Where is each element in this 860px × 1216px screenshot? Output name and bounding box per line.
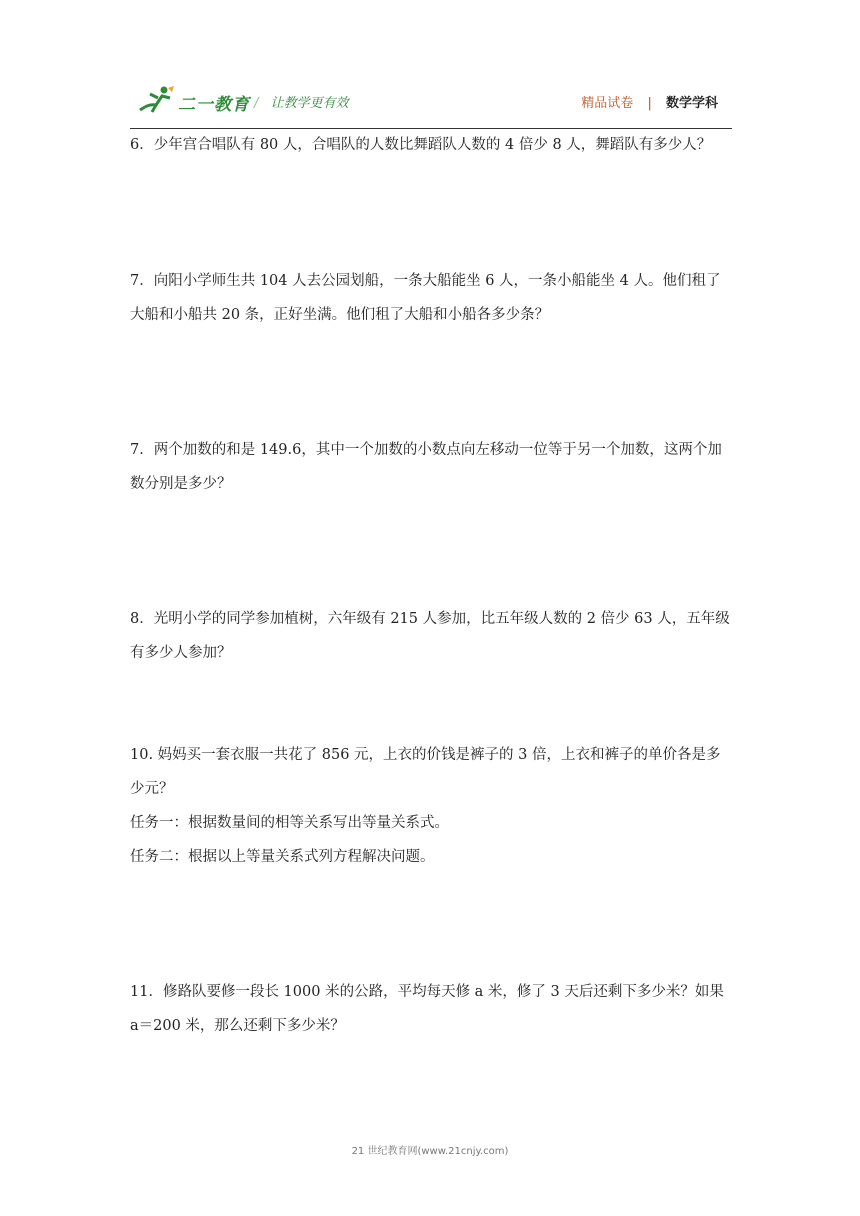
question-line: 7．两个加数的和是 149.6，其中一个加数的小数点向左移动一位等于另一个加数，这两个加: [130, 442, 722, 458]
running-figure-icon: [136, 84, 176, 116]
question-line: 少元？: [130, 781, 174, 797]
question-7b: [130, 433, 732, 501]
question-line: 数分别是多少？: [130, 476, 232, 492]
question-11: [130, 975, 732, 1043]
logo: [136, 84, 266, 118]
question-line: 11．修路队要修一段长 1000 米的公路，平均每天修 a 米，修了 3 天后还剩下多少米？如果: [130, 984, 724, 1000]
slogan: [254, 92, 349, 111]
question-line: 8．光明小学的同学参加植树，六年级有 215 人参加，比五年级人数的 2 倍少 63 人，五年级: [130, 611, 730, 627]
subject-label: 数学学科: [665, 96, 718, 111]
subject-tag: [581, 92, 718, 111]
question-line: 有多少人参加？: [130, 645, 232, 661]
slogan-slash: /: [254, 96, 259, 111]
question-line: a＝200 米，那么还剩下多少米？: [130, 1018, 345, 1034]
question-line: 大船和小船共 20 条，正好坐满。他们租了大船和小船各多少条？: [130, 307, 550, 323]
slogan-text: 让教学更有效: [270, 96, 349, 111]
question-10: [130, 738, 732, 874]
page-header: [130, 80, 732, 129]
question-line: 6．少年宫合唱队有 80 人，合唱队的人数比舞蹈队人数的 4 倍少 8 人，舞蹈队有多少人？: [130, 137, 712, 153]
page-footer: 21 世纪教育网(www.21cnjy.com): [351, 1146, 509, 1157]
question-8: [130, 602, 732, 670]
question-7a: [130, 264, 732, 332]
quality-label: 精品试卷: [581, 96, 634, 111]
task-one: 任务一：根据数量间的相等关系写出等量关系式。: [130, 815, 449, 831]
tag-separator: |: [647, 96, 652, 111]
task-two: 任务二：根据以上等量关系式列方程解决问题。: [130, 849, 435, 865]
question-6: [130, 128, 732, 162]
logo-text: 二一教育: [178, 95, 250, 115]
question-line: 10. 妈妈买一套衣服一共花了 856 元，上衣的价钱是裤子的 3 倍，上衣和裤子的单价各是多: [130, 747, 721, 763]
question-line: 7．向阳小学师生共 104 人去公园划船，一条大船能坐 6 人，一条小船能坐 4 人。他们租了: [130, 273, 721, 289]
